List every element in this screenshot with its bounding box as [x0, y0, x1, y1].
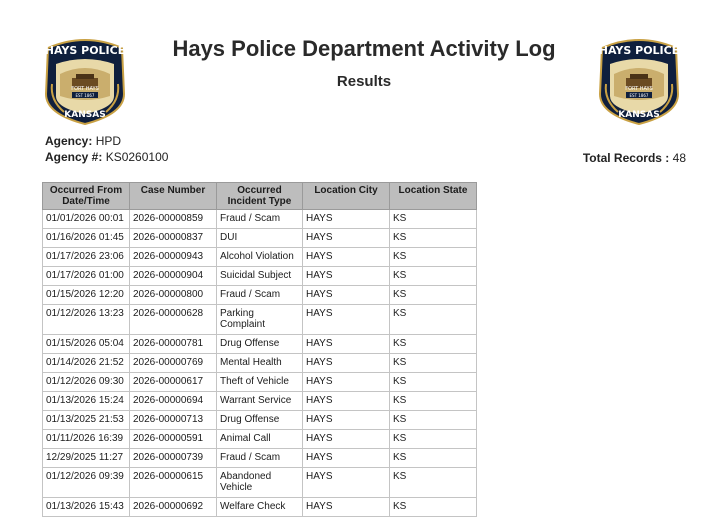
- agency-label: Agency:: [45, 134, 93, 148]
- cell-case-number: 2026-00000837: [130, 229, 217, 248]
- cell-incident-type: Welfare Check: [217, 498, 303, 517]
- cell-incident-type: Parking Complaint: [217, 305, 303, 335]
- cell-date: 01/15/2026 05:04: [43, 335, 130, 354]
- cell-state: KS: [390, 468, 477, 498]
- cell-case-number: 2026-00000615: [130, 468, 217, 498]
- total-records-value: 48: [672, 151, 686, 165]
- cell-incident-type: Fraud / Scam: [217, 286, 303, 305]
- column-header-date: Occurred From Date/Time: [43, 183, 130, 210]
- cell-case-number: 2026-00000628: [130, 305, 217, 335]
- cell-incident-type: Abandoned Vehicle: [217, 468, 303, 498]
- cell-date: 12/29/2025 11:27: [43, 449, 130, 468]
- page-subtitle: Results: [336, 73, 392, 90]
- cell-date: 01/16/2026 01:45: [43, 229, 130, 248]
- cell-state: KS: [390, 229, 477, 248]
- cell-state: KS: [390, 498, 477, 517]
- cell-city: HAYS: [303, 354, 390, 373]
- cell-date: 01/17/2026 01:00: [43, 267, 130, 286]
- cell-incident-type: Mental Health: [217, 354, 303, 373]
- cell-city: HAYS: [303, 229, 390, 248]
- cell-case-number: 2026-00000800: [130, 286, 217, 305]
- cell-city: HAYS: [303, 335, 390, 354]
- table-row: [43, 229, 477, 248]
- cell-state: KS: [390, 449, 477, 468]
- cell-case-number: 2026-00000617: [130, 373, 217, 392]
- cell-state: KS: [390, 210, 477, 229]
- total-records-label: Total Records :: [582, 151, 670, 165]
- cell-case-number: 2026-00000692: [130, 498, 217, 517]
- agency-line: [45, 134, 121, 148]
- cell-date: 01/15/2026 12:20: [43, 286, 130, 305]
- table-row: [43, 392, 477, 411]
- cell-date: 01/12/2026 13:23: [43, 305, 130, 335]
- cell-date: 01/12/2026 09:30: [43, 373, 130, 392]
- activity-log-table: [42, 182, 477, 517]
- table-body: [43, 210, 477, 517]
- svg-text:FORT HAYS: FORT HAYS: [625, 86, 653, 92]
- cell-date: 01/13/2026 15:43: [43, 498, 130, 517]
- cell-state: KS: [390, 286, 477, 305]
- agency-number-value: KS0260100: [105, 150, 169, 164]
- cell-city: HAYS: [303, 305, 390, 335]
- cell-incident-type: Suicidal Subject: [217, 267, 303, 286]
- cell-city: HAYS: [303, 449, 390, 468]
- table-row: [43, 305, 477, 335]
- cell-city: HAYS: [303, 210, 390, 229]
- table-row: [43, 335, 477, 354]
- column-header-incident-type: Occurred Incident Type: [217, 183, 303, 210]
- cell-case-number: 2026-00000694: [130, 392, 217, 411]
- table-header-row: [43, 183, 477, 210]
- agency-value: HPD: [95, 134, 122, 148]
- table-row: [43, 468, 477, 498]
- column-header-case-number: Case Number: [130, 183, 217, 210]
- column-header-state: Location State: [390, 183, 477, 210]
- cell-state: KS: [390, 430, 477, 449]
- cell-city: HAYS: [303, 286, 390, 305]
- cell-incident-type: Drug Offense: [217, 335, 303, 354]
- cell-date: 01/12/2026 09:39: [43, 468, 130, 498]
- cell-date: 01/13/2025 21:53: [43, 411, 130, 430]
- cell-date: 01/14/2026 21:52: [43, 354, 130, 373]
- page-title: Hays Police Department Activity Log: [172, 36, 556, 61]
- cell-case-number: 2026-00000781: [130, 335, 217, 354]
- svg-text:KANSAS: KANSAS: [64, 110, 106, 120]
- table-row: [43, 373, 477, 392]
- table-row: [43, 498, 477, 517]
- cell-case-number: 2026-00000769: [130, 354, 217, 373]
- table-row: [43, 449, 477, 468]
- svg-text:EST 1867: EST 1867: [75, 93, 95, 98]
- svg-text:HAYS POLICE: HAYS POLICE: [44, 44, 126, 57]
- svg-text:HAYS POLICE: HAYS POLICE: [598, 44, 680, 57]
- table-row: [43, 430, 477, 449]
- cell-city: HAYS: [303, 392, 390, 411]
- table-row: [43, 210, 477, 229]
- table-row: [43, 411, 477, 430]
- table-row: [43, 286, 477, 305]
- cell-state: KS: [390, 305, 477, 335]
- agency-number-label: Agency #:: [45, 150, 103, 164]
- cell-case-number: 2026-00000713: [130, 411, 217, 430]
- cell-incident-type: Animal Call: [217, 430, 303, 449]
- cell-incident-type: Warrant Service: [217, 392, 303, 411]
- cell-incident-type: Fraud / Scam: [217, 449, 303, 468]
- cell-state: KS: [390, 267, 477, 286]
- cell-city: HAYS: [303, 373, 390, 392]
- svg-text:FORT HAYS: FORT HAYS: [71, 86, 99, 92]
- cell-city: HAYS: [303, 267, 390, 286]
- table-row: [43, 248, 477, 267]
- table-row: [43, 354, 477, 373]
- cell-state: KS: [390, 411, 477, 430]
- agency-number-line: [45, 150, 168, 164]
- cell-state: KS: [390, 373, 477, 392]
- cell-incident-type: DUI: [217, 229, 303, 248]
- cell-date: 01/11/2026 16:39: [43, 430, 130, 449]
- cell-case-number: 2026-00000859: [130, 210, 217, 229]
- cell-incident-type: Fraud / Scam: [217, 210, 303, 229]
- svg-text:KANSAS: KANSAS: [618, 110, 660, 120]
- total-records: [583, 151, 686, 165]
- cell-city: HAYS: [303, 468, 390, 498]
- cell-incident-type: Theft of Vehicle: [217, 373, 303, 392]
- cell-date: 01/13/2026 15:24: [43, 392, 130, 411]
- table-row: [43, 267, 477, 286]
- cell-date: 01/01/2026 00:01: [43, 210, 130, 229]
- cell-city: HAYS: [303, 498, 390, 517]
- cell-case-number: 2026-00000943: [130, 248, 217, 267]
- column-header-city: Location City: [303, 183, 390, 210]
- svg-text:EST 1867: EST 1867: [629, 93, 649, 98]
- cell-city: HAYS: [303, 430, 390, 449]
- cell-incident-type: Alcohol Violation: [217, 248, 303, 267]
- cell-state: KS: [390, 392, 477, 411]
- cell-incident-type: Drug Offense: [217, 411, 303, 430]
- cell-case-number: 2026-00000591: [130, 430, 217, 449]
- cell-city: HAYS: [303, 248, 390, 267]
- cell-case-number: 2026-00000904: [130, 267, 217, 286]
- cell-state: KS: [390, 248, 477, 267]
- cell-date: 01/17/2026 23:06: [43, 248, 130, 267]
- cell-state: KS: [390, 354, 477, 373]
- cell-city: HAYS: [303, 411, 390, 430]
- cell-state: KS: [390, 335, 477, 354]
- cell-case-number: 2026-00000739: [130, 449, 217, 468]
